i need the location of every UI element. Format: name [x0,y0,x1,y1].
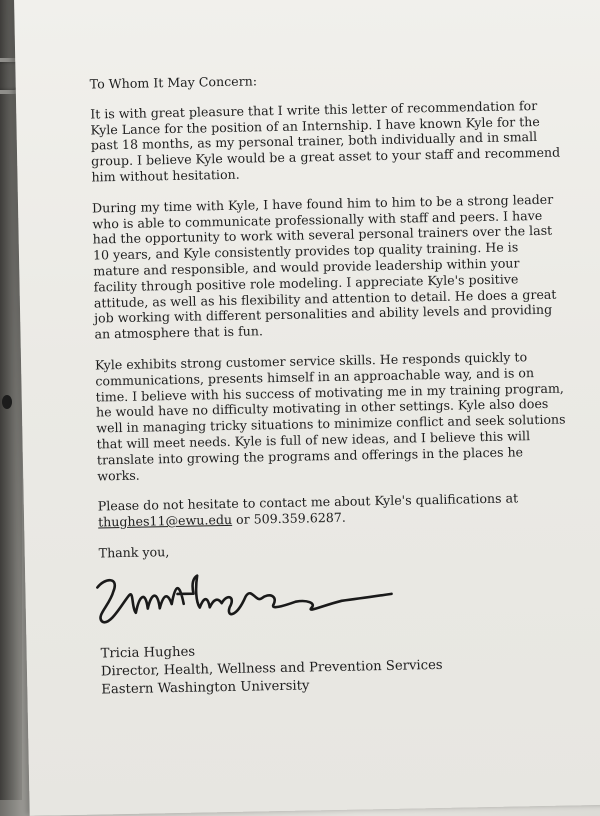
contact-text: Please do not hesitate to contact me about Kyle's qualifications at [97,490,519,514]
letter-body [90,68,572,700]
contact-paragraph [98,490,569,531]
letter-closing: Thank you, [98,544,170,561]
binder-hole [2,395,12,409]
signer-title: Director, Health, Wellness and Prevention Services [100,657,443,680]
signer-organization: Eastern Washington University [101,678,310,698]
contact-email-link[interactable]: thughes11@ewu.edu [97,512,233,530]
signer-name: Tricia Hughes [100,644,196,662]
letter-greeting: To Whom It May Concern: [89,73,258,92]
letter-paragraph-1: It is with great pleasure that I write this letter of recommendation for Kyle Lance for the position of an Internship. I have known Kyle for the past 18 months, as my personal trainer, both individually and in small group. I believe Kyle would be a great asset to your staff and recommend him without hesitation. [90,97,561,185]
handwritten-signature [79,559,400,635]
letter-paragraph-2: During my time with Kyle, I have found him to him to be a strong leader who is able to communicate professionally with staff and peers. I have had the opportunity to work with several personal trainers over the last 10 years, and Kyle consistently provides top quality training. He is mature and responsible, and would provide leadership within your facility through positive role modeling. I appreciate Kyle's positive attitude, as well as his flexibility and attention to detail. He does a great job working with different personalities and ability levels and providing an atmosphere that is fun. [91,191,557,342]
contact-phone: or 509.359.6287. [231,509,346,528]
letter-paragraph-3: Kyle exhibits strong customer service skills. He responds quickly to communications, presents himself in an approachable way, and is on time. I believe with his success of motivating me in my training program, he would have no difficulty motivating in other settings. Kyle also does well in managing tricky situations to minimize conflict and seek solutions that will meet needs. Kyle is full of new ideas, and I believe this will translate into growing the programs and offerings in the places he works. [94,349,566,484]
letter-page [14,0,600,816]
signature-block [100,636,571,699]
